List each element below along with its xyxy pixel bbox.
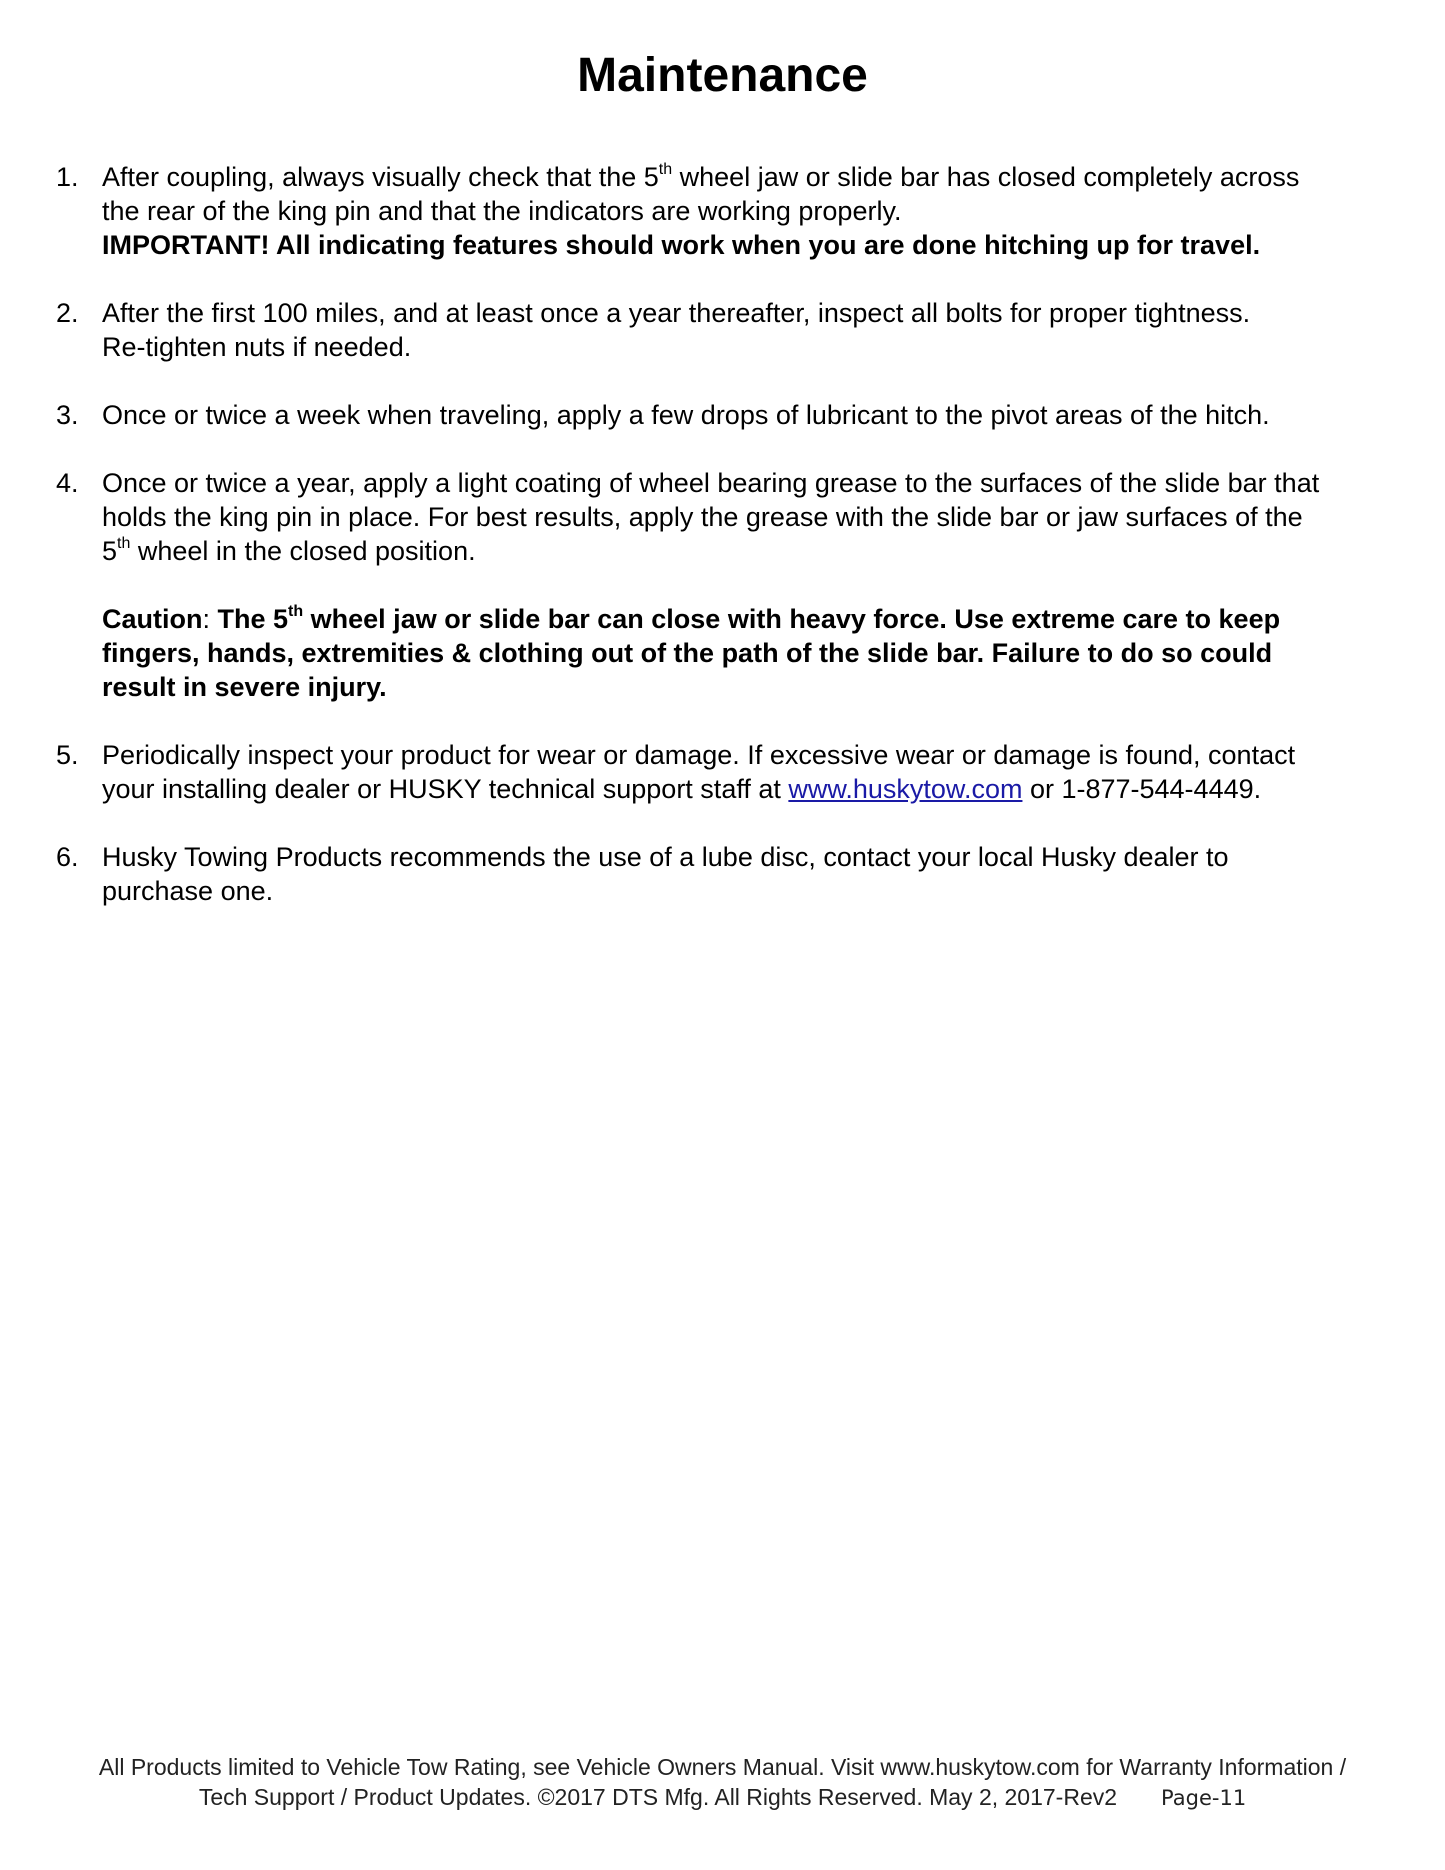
- list-item: [56, 840, 1396, 908]
- caution-text: result in severe injury.: [102, 672, 387, 702]
- superscript: th: [658, 161, 673, 178]
- item-number: 2.: [56, 298, 79, 328]
- important-note: IMPORTANT! All indicating features should work when you are done hitching up for travel.: [102, 230, 1261, 260]
- superscript: th: [288, 603, 304, 620]
- superscript: th: [117, 535, 131, 552]
- item-text: After the first 100 miles, and at least once a year thereafter, inspect all bolts for proper tightness.: [102, 298, 1251, 328]
- caution-note: Caution: The 5th wheel jaw or slide bar can close with heavy force. Use extreme care to keep fingers, hands, extremities & clothing out of the path of the slide bar. Failure to do so could result in severe injury.: [56, 602, 1396, 704]
- page-number: Page-11: [1161, 1786, 1247, 1810]
- caution-text: fingers, hands, extremities & clothing out of the path of the slide bar. Failure to do so could: [102, 638, 1273, 668]
- item-number: 6.: [56, 842, 79, 872]
- item-text: Husky Towing Products recommends the use of a lube disc, contact your local Husky dealer to: [102, 842, 1229, 872]
- list-item: [56, 738, 1396, 806]
- list-item: [56, 296, 1396, 364]
- item-text: holds the king pin in place. For best results, apply the grease with the slide bar or jaw surfaces of the: [102, 502, 1303, 532]
- item-text: purchase one.: [102, 876, 274, 906]
- item-text: 5th wheel in the closed position.: [102, 535, 476, 566]
- husky-website-link[interactable]: www.huskytow.com: [788, 774, 1023, 804]
- item-number: 4.: [56, 468, 79, 498]
- item-text: the rear of the king pin and that the indicators are working properly.: [102, 196, 902, 226]
- page-title: Maintenance: [577, 49, 868, 102]
- page-footer: [0, 1752, 1445, 1813]
- maintenance-list: [56, 160, 1396, 942]
- caution-label: Caution: [102, 604, 203, 634]
- item-text: After coupling, always visually check that the 5th wheel jaw or slide bar has closed completely across: [102, 161, 1300, 192]
- footer-line: Tech Support / Product Updates. ©2017 DTS Mfg. All Rights Reserved. May 2, 2017-Rev2 Page-11: [198, 1784, 1247, 1810]
- item-text: your installing dealer or HUSKY technical support staff at www.huskytow.com or 1-877-544-4449.: [102, 774, 1262, 804]
- footer-line: All Products limited to Vehicle Tow Rating, see Vehicle Owners Manual. Visit www.huskytow.com for Warranty Information /: [98, 1754, 1347, 1780]
- item-text: Periodically inspect your product for wear or damage. If excessive wear or damage is found, contact: [102, 740, 1296, 770]
- list-item: [56, 398, 1396, 432]
- item-text: Re-tighten nuts if needed.: [102, 332, 412, 362]
- item-number: 1.: [56, 162, 79, 192]
- item-text: Once or twice a week when traveling, apply a few drops of lubricant to the pivot areas of the hitch.: [102, 400, 1270, 430]
- item-number: 5.: [56, 740, 79, 770]
- list-item: [56, 466, 1396, 568]
- item-number: 3.: [56, 400, 79, 430]
- item-text: Once or twice a year, apply a light coating of wheel bearing grease to the surfaces of the slide bar that: [102, 468, 1320, 498]
- list-item: [56, 160, 1396, 262]
